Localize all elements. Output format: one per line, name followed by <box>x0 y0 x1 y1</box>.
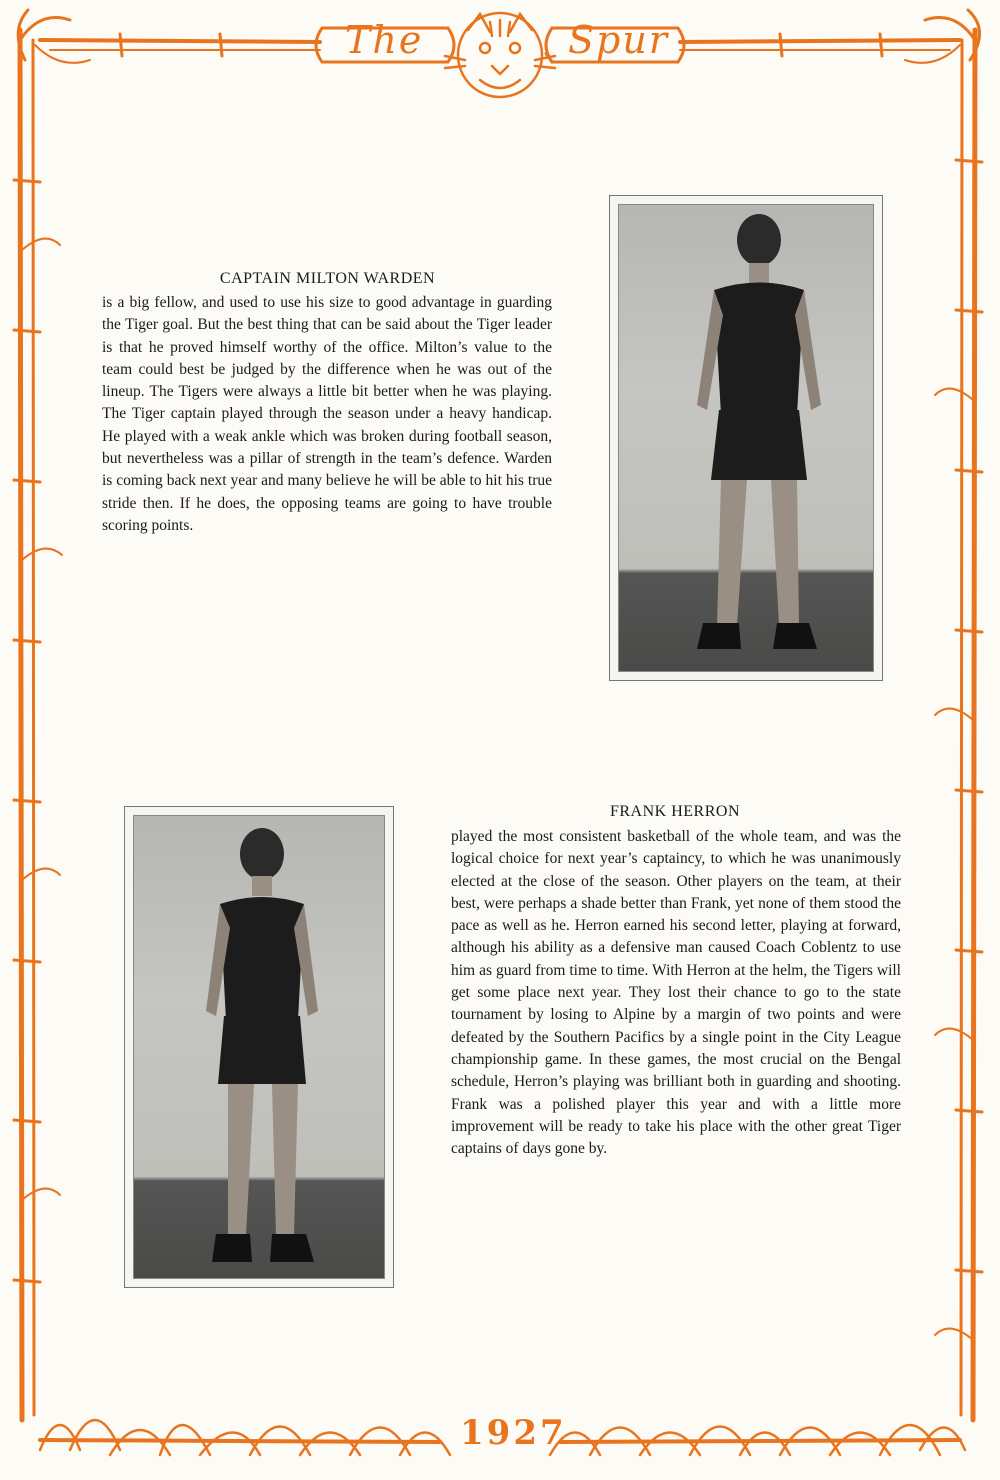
article-text-warden: is a big fellow, and used to use his size to good advantage in guarding the Tiger goal. But the best thing that can be said about the Tiger leader is that he proved himself worthy of the office. Milton’s value to the team could best be judged by the difference when he was out of the lineup. The Tigers were always a little bit better when he was playing. The Tiger captain played through the season under a heavy handicap. He played with a weak ankle which was broken during football season, but nevertheless was a pillar of strength in the team’s defence. Warden is coming back next year and many believe he will be able to hit his true stride then. If he does, the opposing teams are going to have trouble scoring points. <box>102 294 552 534</box>
article-title-herron: FRANK HERRON <box>609 803 740 820</box>
player-photo-warden <box>609 195 883 681</box>
article-title-warden: CAPTAIN MILTON WARDEN <box>219 270 436 287</box>
header-title-left: The <box>345 18 424 62</box>
header-title-right: Spur <box>568 18 669 62</box>
player-photo-herron <box>124 806 394 1288</box>
player-silhouette <box>619 205 873 671</box>
article-text-herron: played the most consistent basketball of the whole team, and was the logical choice for next year’s captaincy, to which he was unanimously elected at the close of the season. Other players on the team, at their best, were perhaps a shade better than Frank, yet none of them stood the pace as well as he. Herron earned his second letter, playing at forward, although his ability as a defensive man caused Coach Coblentz to use him as guard from time to time. With Herron at the helm, the Tigers will get some place next year. They lost their chance to go to the state tournament by losing to Alpine by a margin of two points and were defeated by the Southern Pacifics by a single point in the City League championship game. In these games, the most crucial on the Bengal schedule, Herron’s playing was brilliant both in guarding and shooting. Frank was a polished player this year and with a little more improvement will be ready to take his place with the other great Tiger captains of days gone by. <box>451 828 901 1158</box>
footer-year: 1927 <box>460 1413 567 1453</box>
player-silhouette <box>134 816 384 1278</box>
